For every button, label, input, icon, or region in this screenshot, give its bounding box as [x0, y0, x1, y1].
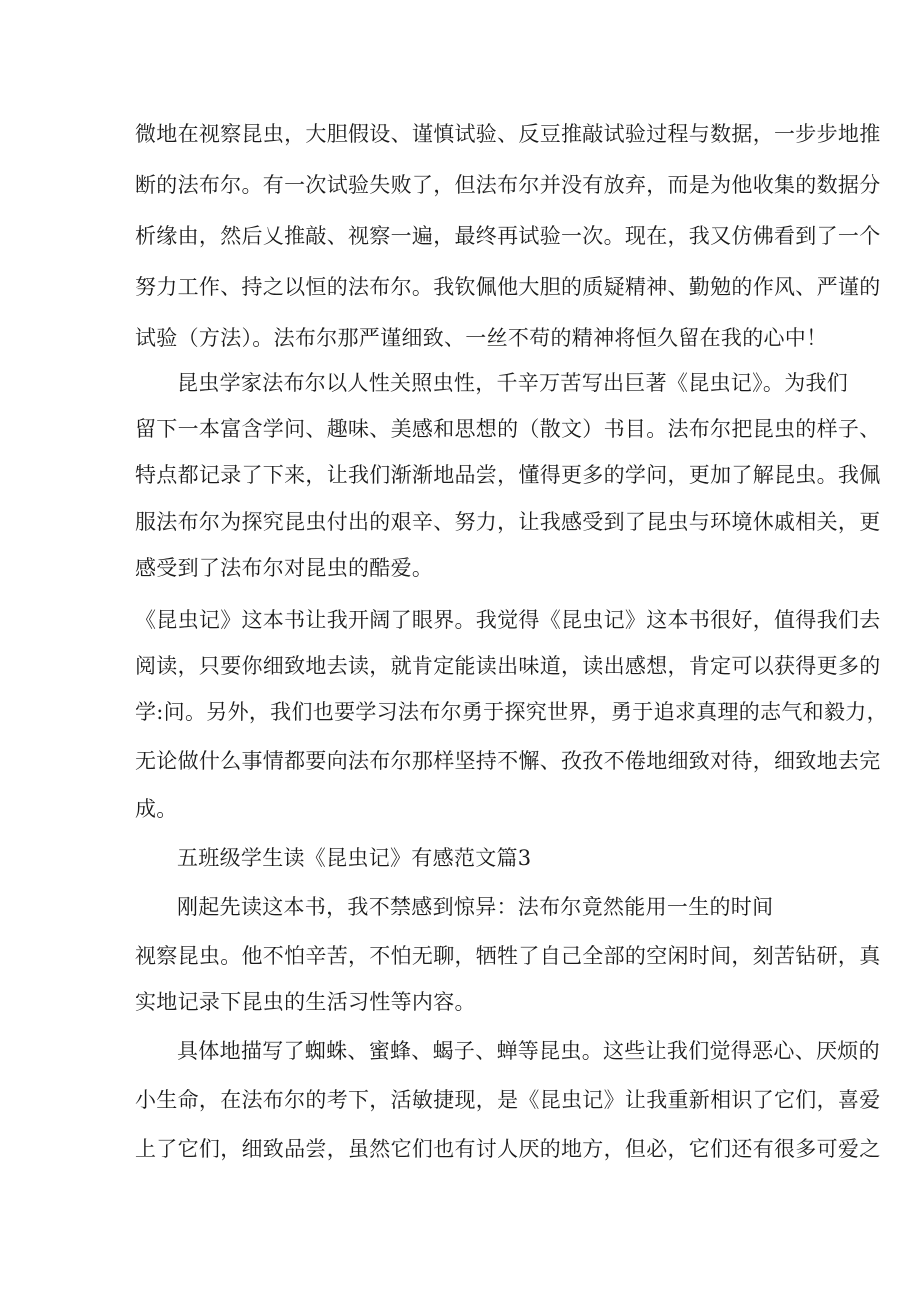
paragraph-line: 努力工作、持之以恒的法布尔。我钦佩他大胆的质疑精神、勤勉的作风、严谨的 — [135, 275, 881, 299]
paragraph-line: 断的法布尔。有一次试验失败了，但法布尔并没有放弃，而是为他收集的数据分 — [135, 173, 881, 197]
paragraph-line: 成。 — [135, 797, 178, 821]
paragraph-line: 留下一本富含学问、趣味、美感和思想的（散文）书目。法布尔把昆虫的样子、 — [135, 417, 881, 441]
paragraph-line: 阅读，只要你细致地去读，就肯定能读出味道，读出感想，肯定可以获得更多的 — [135, 654, 881, 678]
paragraph-line: 《昆虫记》这本书让我开阔了眼界。我觉得《昆虫记》这本书很好，值得我们去 — [135, 608, 881, 632]
paragraph-line: 析缘由，然后乂推敲、视察一遍，最终再试验一次。现在，我又仿佛看到了一个 — [135, 224, 881, 248]
paragraph-line: 微地在视察昆虫，大胆假设、谨慎试验、反豆推敲试验过程与数据，一步步地推 — [135, 122, 881, 146]
paragraph-line: 实地记录下昆虫的生活习性等内容。 — [135, 990, 476, 1014]
paragraph-line: 上了它们，细致品尝，虽然它们也有讨人厌的地方，但必，它们还有很多可爱之 — [135, 1137, 881, 1161]
paragraph-line: 特点都记录了下来，让我们渐渐地品尝，懂得更多的学问，更加了解昆虫。我佩 — [135, 463, 881, 487]
paragraph-line: 具体地描写了蜘蛛、蜜蜂、蝎子、蝉等昆虫。这些让我们觉得恶心、厌烦的 — [177, 1039, 880, 1063]
paragraph-line: 刚起先读这本书，我不禁感到惊异：法布尔竟然能用一生的时间 — [177, 895, 774, 919]
paragraph-line: 服法布尔为探究昆虫付出的艰辛、努力，让我感受到了昆虫与环境休戚相关，更 — [135, 510, 881, 534]
paragraph-line: 小生命，在法布尔的考下，活敏捷现，是《昆虫记》让我重新相识了它们，喜爱 — [135, 1088, 881, 1112]
paragraph-line: 无论做什么事情都要向法布尔那样坚持不懈、孜孜不倦地细致对待，细致地去完 — [135, 749, 881, 773]
paragraph-line: 感受到了法布尔对昆虫的酷爱。 — [135, 556, 434, 580]
paragraph-line: 昆虫学家法布尔以人性关照虫性，千辛万苦写出巨著《昆虫记》。为我们 — [177, 371, 849, 395]
paragraph-line: 视察昆虫。他不怕辛苦，不怕无聊，牺牲了自己全部的空闲时间，刻苦钻研，真 — [135, 944, 881, 968]
paragraph-line: 试验（方法）。法布尔那严谨细致、一丝不苟的精神将恒久留在我的心中！ — [135, 326, 828, 350]
paragraph-line: 学:问。另外，我们也要学习法布尔勇于探究世界，勇于追求真理的志气和毅力， — [135, 700, 888, 724]
section-heading: 五班级学生读《昆虫记》有感范文篇3 — [177, 846, 532, 870]
